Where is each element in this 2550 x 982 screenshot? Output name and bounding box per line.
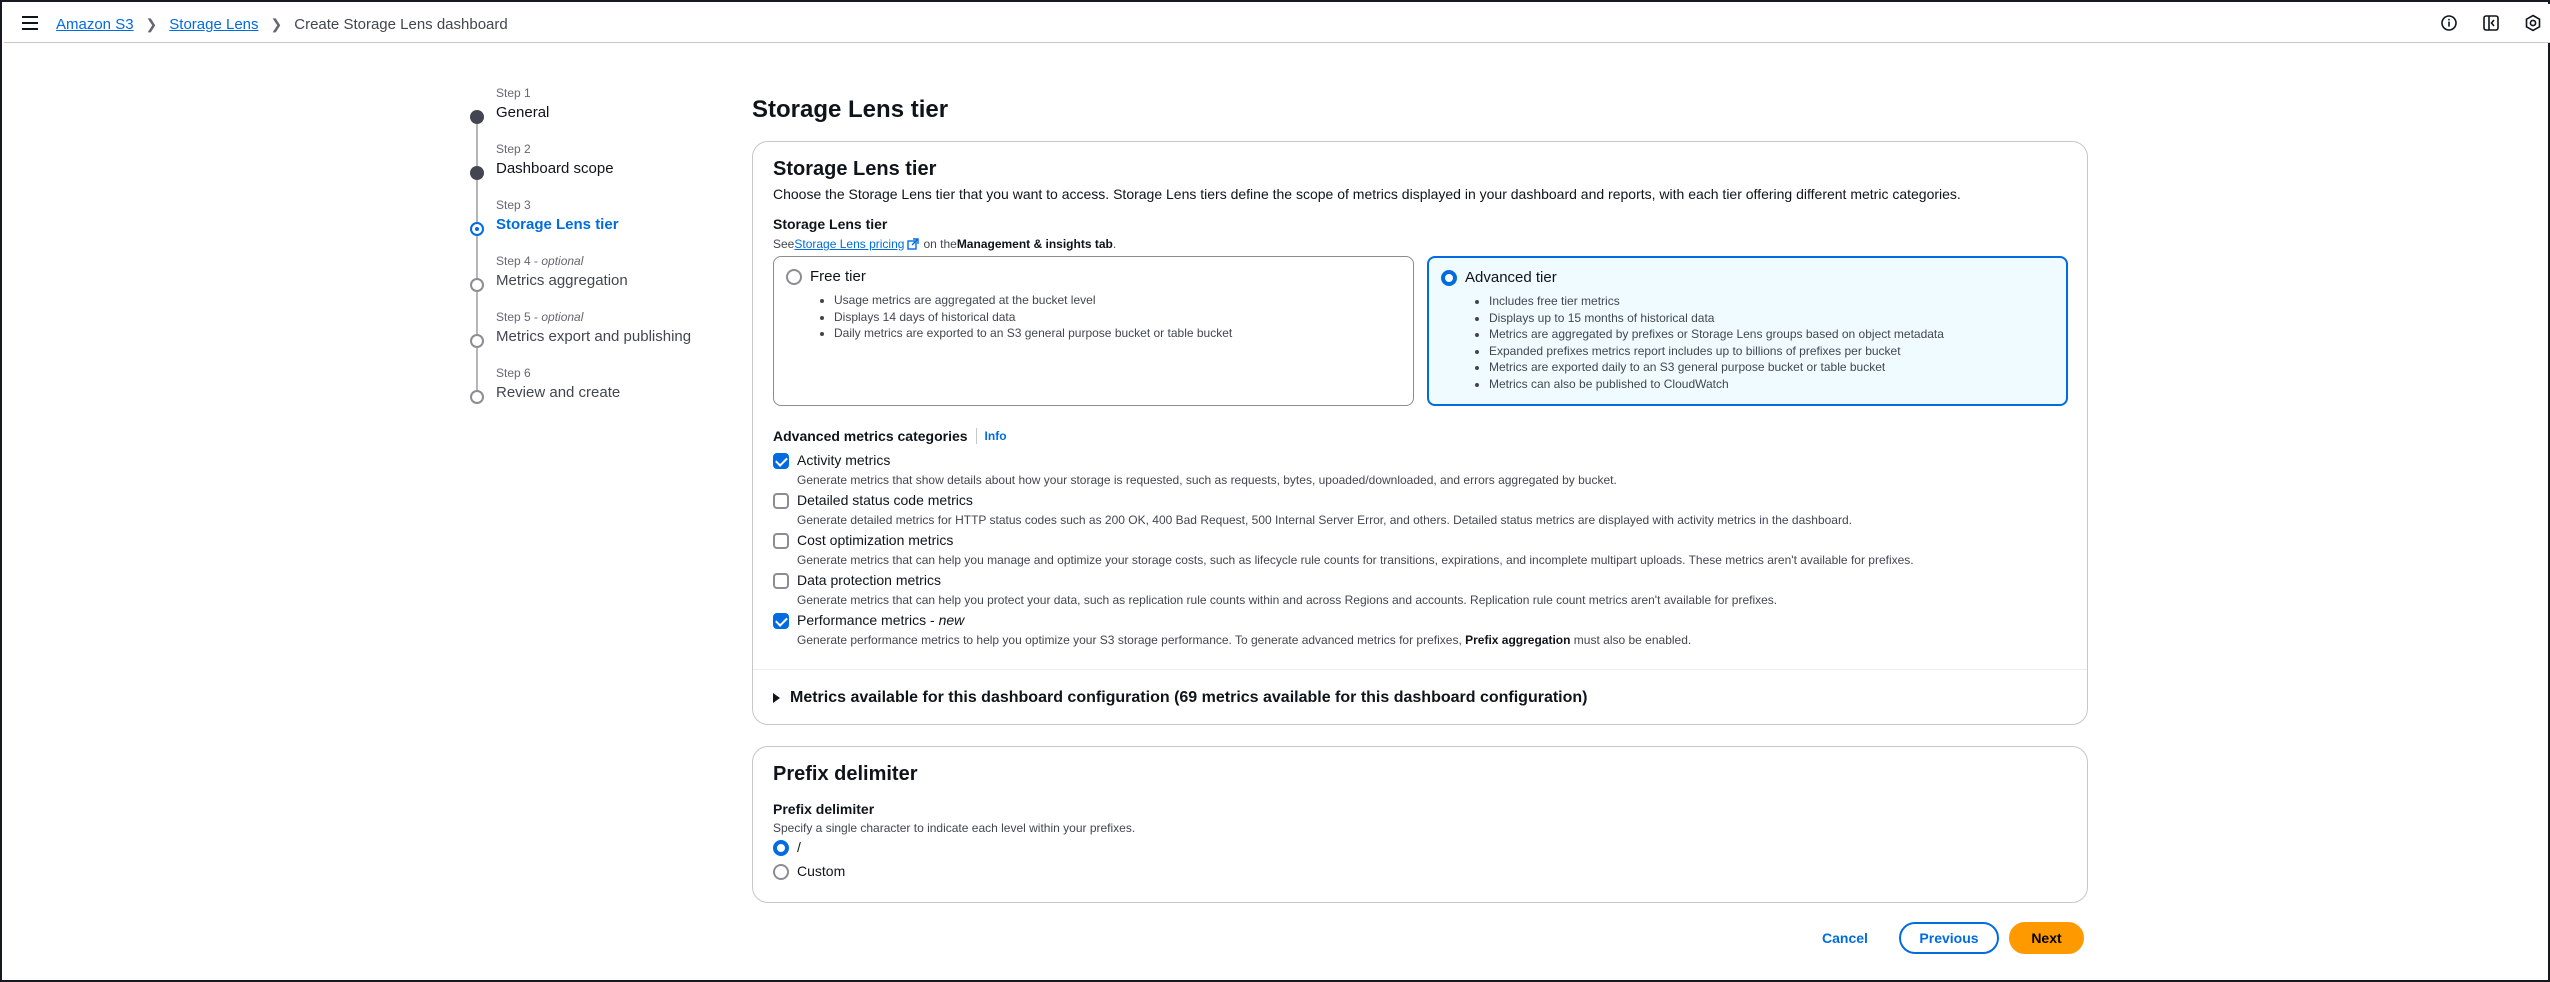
step-pending-icon bbox=[470, 334, 484, 348]
tier-option-free[interactable] bbox=[773, 256, 1414, 406]
tier-field-hint: See Storage Lens pricing on the Management & insights tab . bbox=[773, 237, 1117, 251]
metrics-available-expandable[interactable] bbox=[773, 689, 1588, 707]
step-number: Step 2 bbox=[496, 142, 531, 156]
checkbox-description: Generate metrics that show details about how your storage is requested, such as requests, bytes, upoaded/downloaded, and errors aggregated by bucket. bbox=[797, 473, 1617, 487]
tier-feature: • Metrics can also be published to CloudWatch bbox=[1489, 376, 1944, 393]
tier-option-title: Advanced tier bbox=[1465, 269, 1557, 286]
tier-option-advanced[interactable] bbox=[1427, 256, 2068, 406]
tier-feature: • Daily metrics are exported to an S3 general purpose bucket or table bucket bbox=[834, 325, 1232, 342]
menu-icon[interactable] bbox=[22, 16, 38, 30]
step-title: General bbox=[496, 104, 550, 121]
breadcrumb bbox=[56, 16, 508, 33]
step-title: Storage Lens tier bbox=[496, 216, 619, 233]
tier-feature: • Expanded prefixes metrics report includes up to billions of prefixes per bucket bbox=[1489, 343, 1944, 360]
radio-label: / bbox=[797, 839, 801, 855]
tier-feature: • Usage metrics are aggregated at the bucket level bbox=[834, 292, 1232, 309]
container-description: Choose the Storage Lens tier that you want to access. Storage Lens tiers define the scope of metrics displayed in your dashboard and reports, with each tier offering different metric categories. bbox=[773, 186, 1961, 202]
step-number: Step 6 bbox=[496, 366, 531, 380]
step-number: Step 1 bbox=[496, 86, 531, 100]
step-title: Review and create bbox=[496, 384, 621, 401]
divider bbox=[753, 669, 2087, 670]
checkbox[interactable] bbox=[773, 533, 789, 549]
settings-icon[interactable] bbox=[2524, 14, 2542, 32]
step-title: Metrics export and publishing bbox=[496, 328, 692, 345]
step-complete-icon bbox=[470, 110, 484, 124]
step-metrics-aggregation bbox=[468, 254, 728, 310]
prefix-delimiter-container bbox=[752, 746, 2088, 903]
expandable-header: Metrics available for this dashboard configuration (69 metrics available for this dashboard configuration) bbox=[790, 689, 1588, 706]
step-metrics-export bbox=[468, 310, 728, 366]
free-tier-radio[interactable] bbox=[786, 269, 802, 285]
radio[interactable] bbox=[773, 864, 789, 880]
advanced-metrics-categories-label: Advanced metrics categories Info bbox=[773, 428, 1007, 444]
step-complete-icon bbox=[470, 166, 484, 180]
step-current-icon bbox=[470, 222, 484, 236]
tier-feature: • Includes free tier metrics bbox=[1489, 293, 1944, 310]
step-storage-lens-tier bbox=[468, 198, 728, 254]
checkbox-description: Generate metrics that can help you manage and optimize your storage costs, such as lifecycle rule counts for transitions, expirations, and incomplete multipart uploads. These metrics aren't available for prefixes. bbox=[797, 553, 1914, 567]
cancel-button[interactable]: Cancel bbox=[1807, 922, 1883, 954]
step-review-and-create bbox=[468, 366, 728, 422]
checkbox[interactable] bbox=[773, 493, 789, 509]
breadcrumb-storage-lens[interactable]: Storage Lens bbox=[169, 16, 259, 33]
checkbox-label: Performance metrics - new bbox=[797, 612, 965, 628]
wizard-actions bbox=[1807, 922, 2084, 954]
checkbox-label: Detailed status code metrics bbox=[797, 492, 973, 508]
step-title: Metrics aggregation bbox=[496, 272, 628, 289]
previous-button[interactable]: Previous bbox=[1899, 922, 1999, 954]
tier-feature: • Metrics are exported daily to an S3 general purpose bucket or table bucket bbox=[1489, 359, 1944, 376]
breadcrumb-current: Create Storage Lens dashboard bbox=[294, 16, 508, 33]
checkbox[interactable] bbox=[773, 573, 789, 589]
info-link[interactable]: Info bbox=[984, 429, 1007, 443]
tier-feature: • Displays 14 days of historical data bbox=[834, 309, 1232, 326]
header-tools bbox=[2440, 14, 2542, 32]
checkbox[interactable] bbox=[773, 613, 789, 629]
radio-label: Custom bbox=[797, 863, 846, 879]
step-dashboard-scope[interactable] bbox=[468, 142, 728, 198]
storage-lens-tier-container bbox=[752, 141, 2088, 725]
radio[interactable] bbox=[773, 840, 789, 856]
pricing-link[interactable]: Storage Lens pricing bbox=[794, 237, 905, 251]
tier-feature: • Metrics are aggregated by prefixes or Storage Lens groups based on object metadata bbox=[1489, 326, 1944, 343]
tier-option-title: Free tier bbox=[810, 268, 866, 285]
checkbox-description: Generate performance metrics to help you optimize your S3 storage performance. To generate advanced metrics for prefixes, Prefix aggregation must also be enabled. bbox=[797, 633, 1692, 647]
new-badge: new bbox=[938, 612, 965, 628]
external-link-icon[interactable] bbox=[907, 238, 919, 250]
tier-field-label: Storage Lens tier bbox=[773, 216, 888, 232]
step-number: Step 3 bbox=[496, 198, 531, 212]
tier-feature: • Displays up to 15 months of historical data bbox=[1489, 310, 1944, 327]
checkbox-label: Cost optimization metrics bbox=[797, 532, 954, 548]
caret-right-icon bbox=[773, 693, 780, 703]
tier-feature-list bbox=[834, 292, 1232, 342]
prefix-field-label: Prefix delimiter bbox=[773, 801, 875, 817]
top-navigation bbox=[4, 4, 2550, 43]
container-title: Prefix delimiter bbox=[773, 763, 918, 785]
checkbox-label: Activity metrics bbox=[797, 452, 891, 468]
step-number: Step 5 - optional bbox=[496, 310, 584, 324]
checkbox-label: Data protection metrics bbox=[797, 572, 941, 588]
advanced-tier-radio[interactable] bbox=[1441, 270, 1457, 286]
next-button[interactable]: Next bbox=[2009, 922, 2084, 954]
divider bbox=[976, 428, 977, 444]
breadcrumb-amazon-s3[interactable]: Amazon S3 bbox=[56, 16, 134, 33]
chevron-right-icon: ❯ bbox=[270, 16, 283, 32]
step-pending-icon bbox=[470, 278, 484, 292]
tier-feature-list bbox=[1489, 293, 1944, 392]
wizard-steps bbox=[468, 86, 728, 422]
step-pending-icon bbox=[470, 390, 484, 404]
info-icon[interactable] bbox=[2440, 14, 2458, 32]
checkbox-description: Generate metrics that can help you protect your data, such as replication rule counts within and across Regions and accounts. Replication rule count metrics aren't available for prefixes. bbox=[797, 593, 1778, 607]
step-title: Dashboard scope bbox=[496, 160, 614, 177]
step-number: Step 4 - optional bbox=[496, 254, 584, 268]
prefix-field-hint: Specify a single character to indicate each level within your prefixes. bbox=[773, 821, 1136, 835]
container-title: Storage Lens tier bbox=[773, 158, 937, 180]
checkbox-description: Generate detailed metrics for HTTP status codes such as 200 OK, 400 Bad Request, 500 Internal Server Error, and others. Detailed status metrics are displayed with activity metrics in the dashboard. bbox=[797, 513, 1852, 527]
page-title: Storage Lens tier bbox=[752, 96, 949, 123]
checkbox[interactable] bbox=[773, 453, 789, 469]
step-general[interactable] bbox=[468, 86, 728, 142]
export-icon[interactable] bbox=[2482, 14, 2500, 32]
chevron-right-icon: ❯ bbox=[145, 16, 158, 32]
